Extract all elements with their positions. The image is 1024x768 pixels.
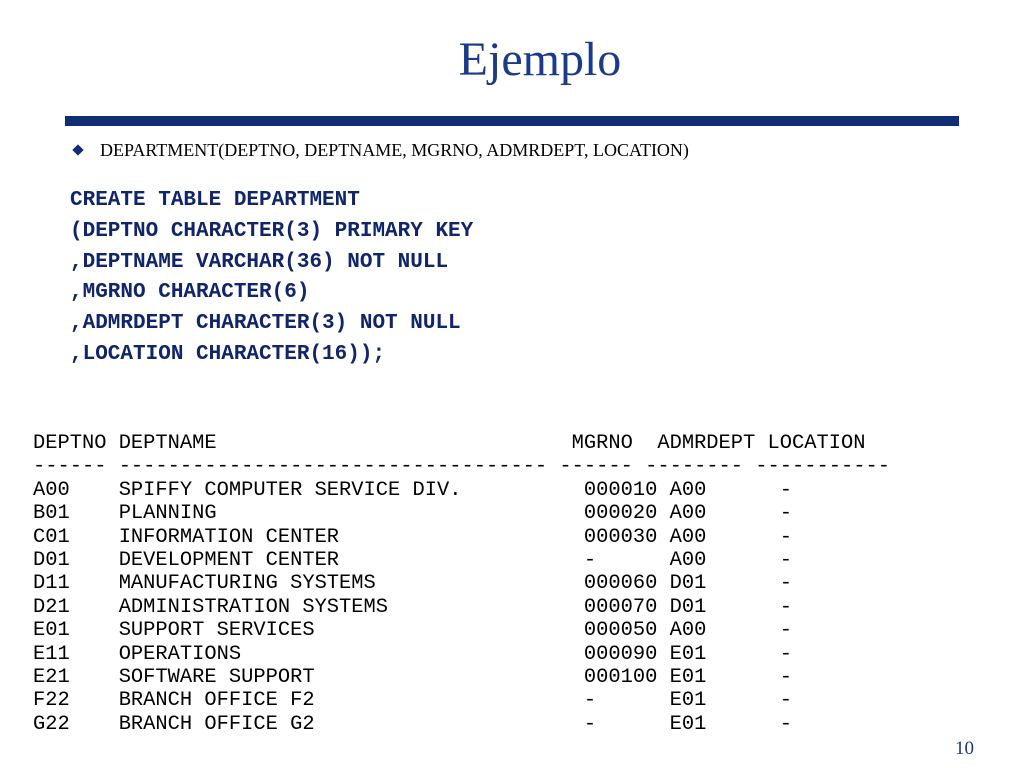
sql-line: ,LOCATION CHARACTER(16)); [70, 342, 386, 366]
result-separator-row: ------ ----------------------------------- ------ -------- ----------- [33, 455, 890, 479]
slide-title: Ejemplo [458, 33, 622, 86]
sql-line: ,MGRNO CHARACTER(6) [70, 281, 310, 305]
title-divider [65, 116, 959, 126]
result-row: D11 MANUFACTURING SYSTEMS 000060 D01 - [33, 572, 793, 596]
sql-line: ,ADMRDEPT CHARACTER(3) NOT NULL [70, 312, 461, 336]
result-row: B01 PLANNING 000020 A00 - [33, 502, 793, 526]
sql-line: CREATE TABLE DEPARTMENT [70, 189, 360, 212]
bullet-item [72, 140, 689, 160]
sql-code-block [70, 186, 473, 371]
result-header-row: DEPTNO DEPTNAME MGRNO ADMRDEPT LOCATION [33, 432, 866, 455]
diamond-bullet-icon [72, 144, 83, 155]
result-row: F22 BRANCH OFFICE F2 - E01 - [33, 689, 793, 713]
result-row: G22 BRANCH OFFICE G2 - E01 - [33, 712, 793, 736]
result-row: A00 SPIFFY COMPUTER SERVICE DIV. 000010 A00 - [33, 478, 793, 502]
query-result-table [33, 432, 890, 736]
result-row: E21 SOFTWARE SUPPORT 000100 E01 - [33, 666, 793, 690]
page-number: 10 [955, 738, 974, 759]
bullet-text: DEPARTMENT(DEPTNO, DEPTNAME, MGRNO, ADMRDEPT, LOCATION) [100, 140, 689, 160]
result-row: E11 OPERATIONS 000090 E01 - [33, 642, 793, 666]
sql-line: (DEPTNO CHARACTER(3) PRIMARY KEY [70, 219, 474, 243]
result-row: D01 DEVELOPMENT CENTER - A00 - [33, 549, 793, 573]
sql-line: ,DEPTNAME VARCHAR(36) NOT NULL [70, 250, 449, 274]
result-row: D21 ADMINISTRATION SYSTEMS 000070 D01 - [33, 595, 793, 619]
result-row: C01 INFORMATION CENTER 000030 A00 - [33, 525, 793, 549]
result-row: E01 SUPPORT SERVICES 000050 A00 - [33, 619, 793, 643]
